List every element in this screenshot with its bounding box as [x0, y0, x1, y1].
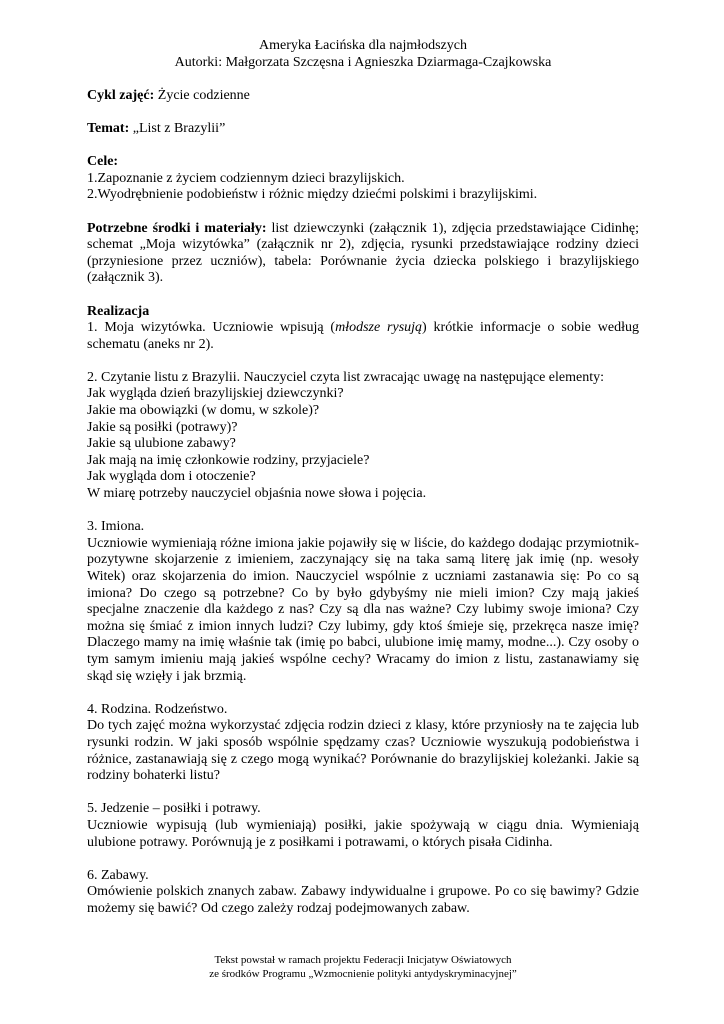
section-3-text: Uczniowie wymieniają różne imiona jakie pojawiły się w liście, do każdego dodając przymiotnik- pozytywne skojarzenie z imieniem, zaczynający się na taka samą literę jak imię (np. wesoły Witek) oraz skojarzenia do imion. Nauczyciel wspólnie z uczniami zastanawia się: Po co są imiona? Do czego są potrzebne? Co by było gdybyśmy nie mieli imion? Czy mają jakieś specjalne znaczenie dla każdego z nas? Czy są dla nas ważne? Czy lubimy swoje imiona? Czy można się śmiać z imion innych ludzi? Czy lubimy, gdy ktoś śmieje się, przekręca nasze imię? Dlaczego mamy na imię właśnie tak (imię po babci, ulubione imię mamy, modne...). Czy osoby o tym samym imieniu mają jakieś wspólne cechy? Wracamy do imion z listu, zastanawiamy się skąd się wzięły i jak brzmią. — [87, 535, 639, 684]
goal-item: 1.Zapoznanie z życiem codziennym dzieci brazylijskich. — [87, 170, 405, 186]
realization-label: Realizacja — [87, 303, 150, 319]
question-item: Jakie ma obowiązki (w domu, w szkole)? — [87, 403, 320, 419]
cycle-value: Życie codzienne — [154, 87, 250, 103]
section-6-title: 6. Zabawy. — [87, 867, 149, 883]
section-4-title: 4. Rodzina. Rodzeństwo. — [87, 701, 228, 717]
footer-line-2: ze środków Programu „Wzmocnienie polityki antydyskryminacyjnej” — [209, 968, 517, 980]
goals-label: Cele: — [87, 154, 119, 170]
document-header — [87, 38, 639, 71]
document-body — [87, 38, 639, 917]
question-item: Jak mają na imię członkowie rodziny, przyjaciele? — [87, 452, 370, 468]
goal-item: 2.Wyodrębnienie podobieństw i różnic między dziećmi polskimi i brazylijskimi. — [87, 187, 538, 203]
materials-text: list dziewczynki (załącznik 1), zdjęcia przedstawiające Cidinhę; schemat „Moja wizytówka” (załącznik nr 2), zdjęcia, rysunki przedstawiające rodziny dzieci (przyniesione przez uczniów), tabela: Porównanie życia dziecka polskiego i brazylijskiego (załącznik 3). — [87, 220, 639, 286]
topic-line — [87, 121, 639, 138]
cycle-line — [87, 88, 639, 105]
section-2-intro: 2. Czytanie listu z Brazylii. Nauczyciel czyta list zwracając uwagę na następujące elementy: — [87, 369, 604, 385]
topic-label: Temat: — [87, 120, 130, 136]
question-item: Jakie są posiłki (potrawy)? — [87, 419, 238, 435]
question-item: W miarę potrzeby nauczyciel objaśnia nowe słowa i pojęcia. — [87, 486, 427, 502]
document-title: Ameryka Łacińska dla najmłodszych — [259, 38, 467, 53]
section-1-text: 1. Moja wizytówka. Uczniowie wpisują (młodsze rysują) krótkie informacje o sobie według schematu (aneks nr 2). — [87, 320, 639, 352]
materials-paragraph — [87, 221, 639, 287]
section-3-title: 3. Imiona. — [87, 519, 145, 535]
section-5-text: Uczniowie wypisują (lub wymieniają) posiłki, jakie spożywają w ciągu dnia. Wymieniają ulubione potrawy. Porównują je z posiłkami i potrawami, o których pisała Cidinha. — [87, 817, 639, 850]
document-authors: Autorki: Małgorzata Szczęsna i Agnieszka Dziarmaga-Czajkowska — [174, 54, 552, 70]
section-4-text: Do tych zajęć można wykorzystać zdjęcia rodzin dzieci z klasy, które przyniosły na te zajęcia lub rysunki rodzin. W jaki sposób wspólnie spędzamy czas? Uczniowie wyszukują podobieństwa i różnice, zastanawiają się z czego mogą wynikać? Porównanie do brazylijskiej koleżanki. Jakie są rodziny bohaterki listu? — [87, 718, 639, 784]
page-footer — [87, 953, 639, 981]
materials-label: Potrzebne środki i materiały: — [87, 220, 267, 236]
section-5-title: 5. Jedzenie – posiłki i potrawy. — [87, 801, 261, 817]
section-6-text: Omówienie polskich znanych zabaw. Zabawy indywidualne i grupowe. Po co się bawimy? Gdzie możemy się bawić? Od czego zależy rodzaj podejmowanych zabaw. — [87, 884, 639, 916]
question-item: Jak wygląda dom i otoczenie? — [87, 469, 256, 485]
cycle-label: Cykl zajęć: — [87, 87, 155, 103]
question-item: Jak wygląda dzień brazylijskiej dziewczynki? — [87, 386, 344, 402]
section-1-italic: młodsze rysują — [335, 320, 423, 336]
topic-value: „List z Brazylii” — [129, 120, 226, 136]
question-item: Jakie są ulubione zabawy? — [87, 436, 236, 452]
footer-line-1: Tekst powstał w ramach projektu Federacji Inicjatyw Oświatowych — [214, 954, 512, 966]
